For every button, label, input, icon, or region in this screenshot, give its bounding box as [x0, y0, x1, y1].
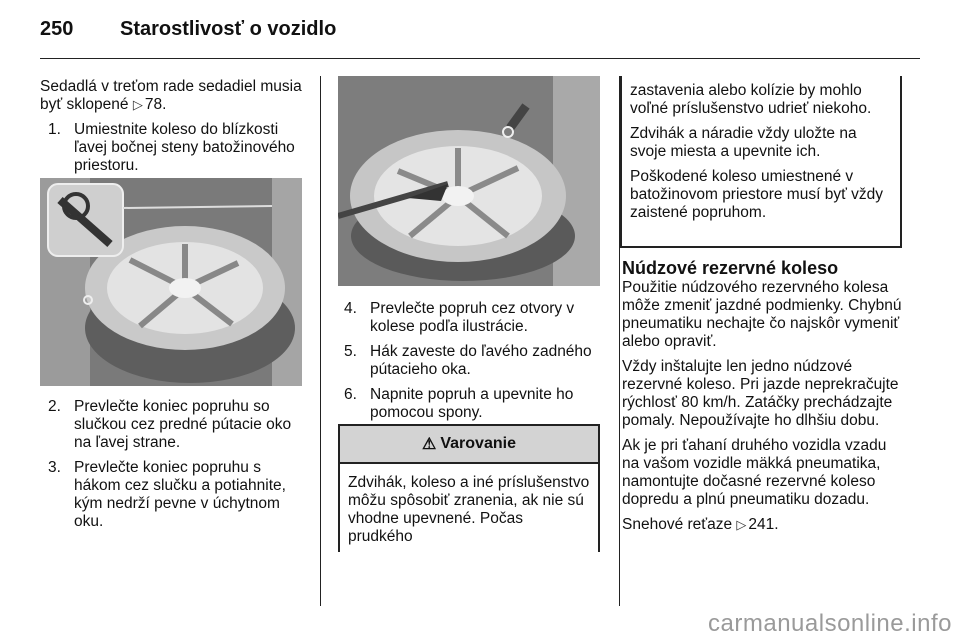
snow-chains-text: Snehové reťaze [622, 516, 733, 533]
watermark: carmanualsonline.info [708, 610, 952, 637]
step-text: Umiestnite koleso do blízkosti ľavej bočnej steny batožinového priestoru. [74, 121, 295, 174]
step-text: Prevlečte koniec popruhu so slučkou cez predné pútacie oko na ľavej strane. [74, 398, 292, 451]
list-item [48, 459, 302, 531]
right-column [622, 258, 904, 541]
warning-cont-paragraph: Zdvihák a náradie vždy uložte na svoje miesta a upevnite ich. [630, 125, 857, 160]
left-column-bottom [48, 398, 302, 538]
step-number: 1. [48, 121, 61, 138]
step-number: 4. [344, 300, 357, 317]
middle-column [344, 300, 600, 429]
step-text: Napnite popruh a upevnite ho pomocou spony. [370, 386, 574, 421]
steps-list-c [344, 300, 600, 422]
paragraph-snow-chains [622, 516, 904, 534]
steps-list-a [48, 121, 302, 175]
figure-wheel-middle [338, 76, 600, 286]
warning-box [338, 424, 600, 552]
page-ref-triangle-icon: ▷ [132, 97, 143, 112]
step-number: 6. [344, 386, 357, 403]
left-column-top [40, 78, 302, 182]
list-item [48, 121, 302, 175]
figure-wheel-middle-image [338, 76, 600, 286]
section-heading: Núdzové rezervné koleso [622, 258, 839, 278]
steps-list-b [48, 398, 302, 531]
intro-paragraph [40, 78, 302, 114]
column-divider-left [320, 76, 321, 606]
header-rule [40, 58, 920, 59]
warning-cont-paragraph: zastavenia alebo kolízie by mohlo voľné príslušenstvo udrieť niekoho. [630, 82, 872, 117]
paragraph: Ak je pri ťahaní druhého vozidla vzadu na vašom vozidle mäkká pneumatika, namontujte dočasné rezervné koleso dopredu a plnú pneumatiku dozadu. [622, 437, 887, 508]
list-item [344, 300, 600, 336]
intro-text: Sedadlá v treťom rade sedadiel musia byť sklopené [40, 78, 302, 113]
warning-cont-paragraph: Poškodené koleso umiestnené v batožinovom priestore musí byť vždy zaistené popruhom. [630, 168, 884, 221]
warning-title: Varovanie [440, 435, 516, 452]
intro-ref[interactable]: 78. [144, 96, 167, 113]
step-number: 5. [344, 343, 357, 360]
page-ref-triangle-icon: ▷ [736, 517, 747, 532]
warning-header [340, 426, 598, 464]
warning-box-continued [620, 76, 902, 248]
step-text: Prevlečte popruh cez otvory v kolese podľa ilustrácie. [370, 300, 575, 335]
figure-wheel-left [40, 178, 302, 386]
step-number: 2. [48, 398, 61, 415]
paragraph: Vždy inštalujte len jedno núdzové rezervné koleso. Pri jazde neprekračujte rýchlosť 80 km/h. Zatáčky prechádzajte pomaly. Nepoužívajte ho dlhšiu dobu. [622, 358, 899, 429]
list-item [48, 398, 302, 452]
paragraph: Použitie núdzového rezervného kolesa môže zmeniť jazdné podmienky. Chybnú pneumatiku nechajte čo najskôr vymeniť alebo opraviť. [622, 279, 902, 350]
figure-wheel-left-image [40, 178, 302, 386]
list-item [344, 343, 600, 379]
list-item [344, 386, 600, 422]
page-title: Starostlivosť o vozidlo [120, 18, 337, 40]
snow-chains-ref[interactable]: 241. [748, 516, 779, 533]
step-number: 3. [48, 459, 61, 476]
step-text: Prevlečte koniec popruhu s hákom cez slučku a potiahnite, kým nedrží pevne v úchytnom oku. [74, 459, 286, 530]
warning-text: Zdvihák, koleso a iné príslušenstvo môžu spôsobiť zranenia, ak nie sú vhodne upevnené. Počas prudkého [348, 474, 590, 545]
warning-triangle-icon: ⚠ [422, 436, 437, 453]
page-number: 250 [40, 18, 74, 40]
step-text: Hák zaveste do ľavého zadného pútacieho oka. [370, 343, 592, 378]
